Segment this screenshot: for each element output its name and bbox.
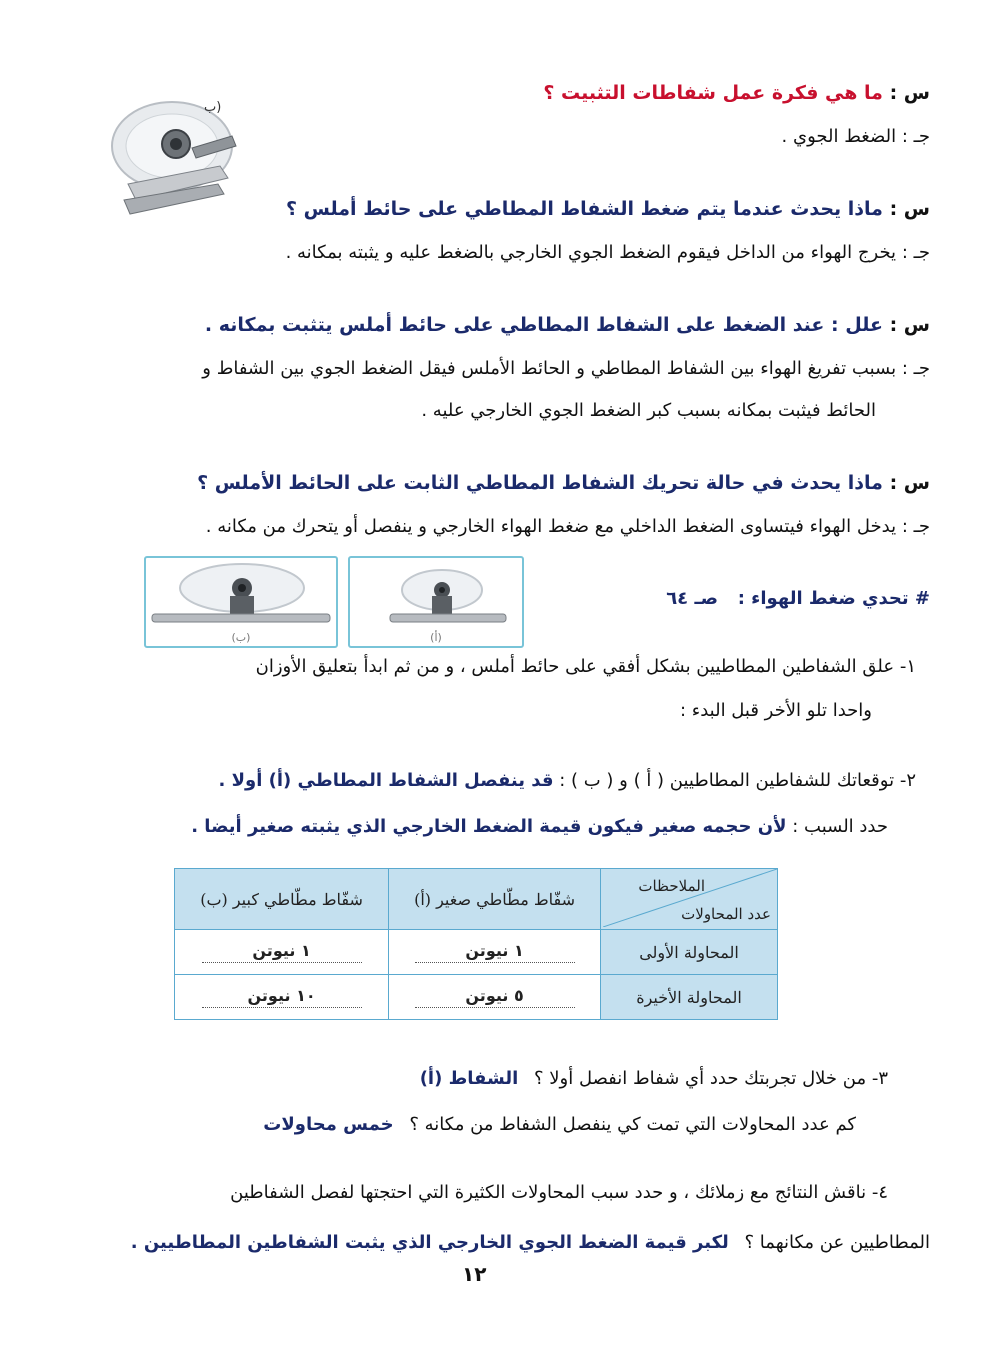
- step-number: ٣-: [871, 1068, 888, 1089]
- question-3: [40, 312, 930, 338]
- challenge-title: # تحدي ضغط الهواء :: [737, 588, 930, 609]
- cell-value: ٥ نيوتن: [415, 986, 575, 1008]
- cell-value: ١ نيوتن: [415, 941, 575, 963]
- step-1-line-2: واحدا تلو الأخر قبل البدء :: [679, 700, 872, 721]
- row-header: المحاولة الأولى: [601, 930, 778, 975]
- observations-table: [174, 868, 778, 1020]
- question-prefix: س :: [889, 314, 930, 336]
- figure-large-caption: (ب): [231, 631, 251, 644]
- challenge-page-ref: صـ ٦٤: [666, 588, 718, 609]
- row-header: المحاولة الأخيرة: [601, 975, 778, 1020]
- table-corner-cell: [601, 869, 778, 930]
- question-2: [40, 196, 930, 222]
- table-cell: [389, 930, 601, 975]
- step-text: توقعاتك للشفاطين المطاطيين ( أ ) و ( ب ) :: [559, 770, 895, 791]
- step-3-second: [40, 1112, 856, 1138]
- step-2-answer: قد ينفصل الشفاط المطاطي (أ) أولا .: [218, 770, 554, 791]
- question-text: علل : عند الضغط على الشفاط المطاطي على حائط أملس يتثبت بمكانه .: [204, 314, 883, 336]
- column-header-large: شفّاط مطّاطي كبير (ب): [175, 869, 389, 930]
- step-3: [40, 1066, 888, 1092]
- step-3-answer: الشفاط (أ): [419, 1068, 519, 1089]
- corner-attempts-label: عدد المحاولات: [681, 905, 771, 923]
- step-2: [40, 768, 916, 794]
- answer-4: [40, 514, 930, 540]
- answer-2: [40, 240, 930, 266]
- question-prefix: س :: [889, 82, 930, 104]
- answer-prefix: جـ :: [901, 126, 930, 147]
- table-row: [175, 975, 778, 1020]
- answer-prefix: جـ :: [901, 358, 930, 379]
- step-text-line-1: ناقش النتائج مع زملائك ، و حدد سبب المحاولات الكثيرة التي احتجتها لفصل الشفاطين: [230, 1182, 867, 1203]
- question-text: ماذا يحدث في حالة تحريك الشفاط المطاطي الثابت على الحائط الأملس ؟: [197, 472, 883, 494]
- figure-large-suction-cup: [144, 556, 338, 648]
- step-text: كم عدد المحاولات التي تمت كي ينفصل الشفاط من مكانه ؟: [409, 1114, 856, 1135]
- question-prefix: س :: [889, 198, 930, 220]
- table-header-row: [175, 869, 778, 930]
- table-row: [175, 930, 778, 975]
- table-cell: [389, 975, 601, 1020]
- table-cell: [175, 930, 389, 975]
- corner-observations-label: الملاحظات: [638, 877, 705, 895]
- answer-text-line-1: بسبب تفريغ الهواء بين الشفاط المطاطي و الحائط الأملس فيقل الضغط الجوي بين الشفاط و: [202, 358, 897, 379]
- step-number: ٢-: [899, 770, 916, 791]
- step-3-answer-2: خمس محاولات: [263, 1114, 394, 1135]
- answer-3: [40, 356, 930, 382]
- answer-prefix: جـ :: [901, 242, 930, 263]
- step-4-answer: لكبر قيمة الضغط الجوي الخارجي الذي يثبت الشفاطين المطاطيين .: [130, 1232, 729, 1253]
- step-text: من خلال تجربتك حدد أي شفاط انفصل أولا ؟: [533, 1068, 867, 1089]
- step-text-line-2: المطاطيين عن مكانهما ؟: [744, 1232, 930, 1253]
- column-header-small: شفّاط مطّاطي صغير (أ): [389, 869, 601, 930]
- question-prefix: س :: [889, 472, 930, 494]
- step-4-line-2: [40, 1230, 930, 1256]
- step-number: ١-: [899, 656, 916, 677]
- answer-text: الضغط الجوي .: [781, 126, 897, 147]
- answer-3-line-2: الحائط فيثبت بمكانه بسبب كبر الضغط الجوي الخارجي عليه .: [421, 400, 876, 421]
- question-text: ما هي فكرة عمل شفاطات التثبيت ؟: [543, 82, 883, 104]
- step-4: [40, 1180, 888, 1206]
- step-text-line-1: علق الشفاطين المطاطيين بشكل أفقي على حائط أملس ، و من ثم ابدأ بتعليق الأوزان: [255, 656, 895, 677]
- step-1: [40, 654, 916, 680]
- cell-value: ١ نيوتن: [202, 941, 362, 963]
- cell-value: ١٠ نيوتن: [202, 986, 362, 1008]
- figure-small-caption: (أ): [430, 631, 442, 644]
- step-number: ٤-: [871, 1182, 888, 1203]
- step-2-reason: [40, 814, 888, 840]
- figure-small-suction-cup: [348, 556, 524, 648]
- answer-text: يخرج الهواء من الداخل فيقوم الضغط الجوي الخارجي بالضغط عليه و يثبته بمكانه .: [285, 242, 897, 263]
- answer-prefix: جـ :: [901, 516, 930, 537]
- answer-text: يدخل الهواء فيتساوى الضغط الداخلي مع ضغط الهواء الخارجي و ينفصل أو يتحرك من مكانه .: [205, 516, 897, 537]
- reason-text: لأن حجمه صغير فيكون قيمة الضغط الخارجي الذي يثبته صغير أيضا .: [191, 816, 787, 837]
- question-text: ماذا يحدث عندما يتم ضغط الشفاط المطاطي على حائط أملس ؟: [286, 198, 883, 220]
- photo-label: (ب: [204, 100, 222, 115]
- reason-label: حدد السبب :: [792, 816, 888, 837]
- page-number: ١٢: [462, 1262, 487, 1286]
- challenge-heading: [560, 586, 930, 612]
- table-cell: [175, 975, 389, 1020]
- question-4: [40, 470, 930, 496]
